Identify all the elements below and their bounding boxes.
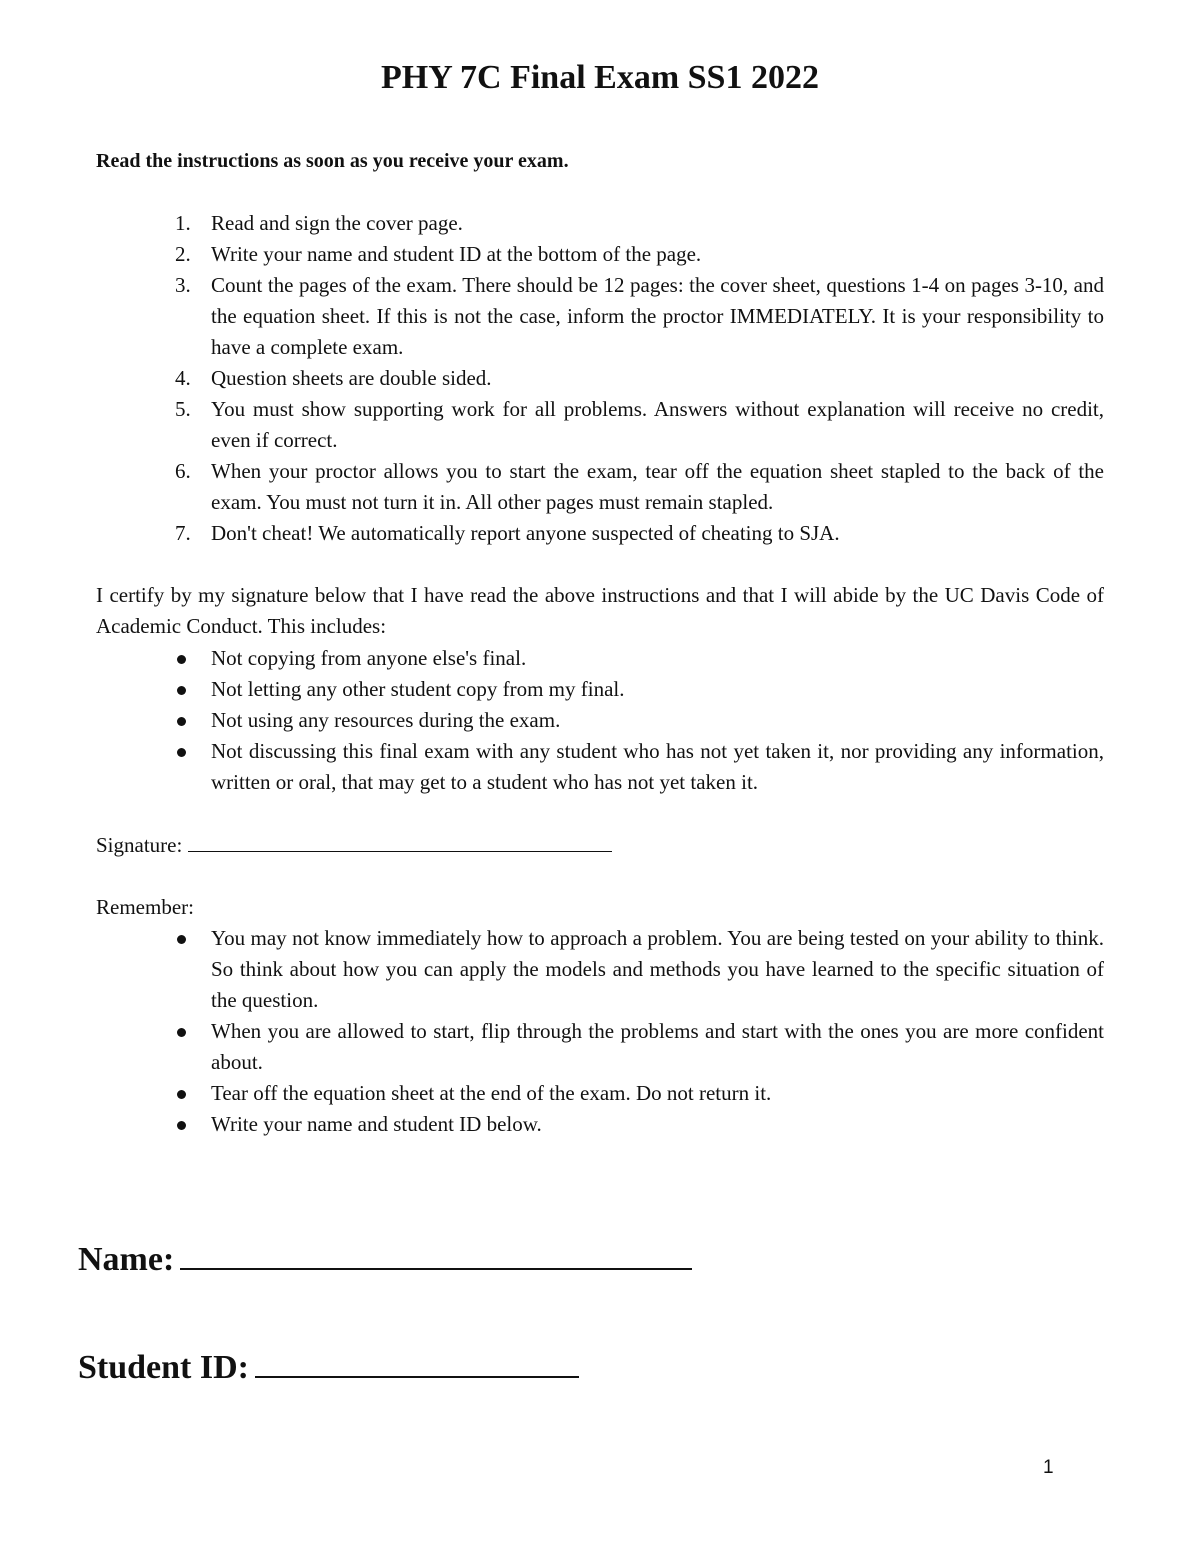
exam-title: PHY 7C Final Exam SS1 2022 — [381, 59, 819, 96]
name-row — [78, 1238, 692, 1280]
list-number: 5. — [175, 397, 191, 421]
list-item-text: You must show supporting work for all problems. Answers without explanation will receive no credit, even if correct. — [211, 397, 1104, 452]
certification-list — [96, 643, 1104, 798]
list-number: 4. — [175, 366, 191, 390]
list-item-text: Not copying from anyone else's final. — [211, 646, 527, 670]
bullet-icon — [177, 748, 186, 757]
list-item-text: Not using any resources during the exam. — [211, 708, 561, 732]
list-item — [96, 456, 1104, 518]
list-item — [96, 923, 1104, 1016]
list-item — [96, 518, 1104, 549]
bullet-icon — [177, 1028, 186, 1037]
student-id-field[interactable] — [255, 1346, 579, 1378]
bullet-icon — [177, 655, 186, 664]
list-item — [96, 736, 1104, 798]
remember-list — [96, 923, 1104, 1140]
list-item — [96, 363, 1104, 394]
list-item-text: Write your name and student ID below. — [211, 1112, 542, 1136]
signature-row — [96, 830, 612, 861]
list-item — [96, 1016, 1104, 1078]
list-number: 2. — [175, 242, 191, 266]
list-number: 6. — [175, 459, 191, 483]
list-item-text: Don't cheat! We automatically report anyone suspected of cheating to SJA. — [211, 521, 840, 545]
instructions-heading: Read the instructions as soon as you receive your exam. — [96, 150, 569, 172]
list-item-text: Question sheets are double sided. — [211, 366, 492, 390]
signature-label: Signature: — [96, 833, 183, 857]
list-item — [96, 674, 1104, 705]
list-item-text: Not letting any other student copy from my final. — [211, 677, 625, 701]
bullet-icon — [177, 717, 186, 726]
list-item-text: Not discussing this final exam with any student who has not yet taken it, nor providing any information, written or oral, that may get to a student who has not yet taken it. — [211, 739, 1104, 794]
certification-statement: I certify by my signature below that I have read the above instructions and that I will abide by the UC Davis Code of Academic Conduct. This includes: — [96, 583, 1104, 638]
list-item — [96, 239, 1104, 270]
student-id-row — [78, 1346, 579, 1388]
remember-heading: Remember: — [96, 895, 194, 919]
list-item — [96, 208, 1104, 239]
bullet-icon — [177, 1121, 186, 1130]
list-number: 1. — [175, 211, 191, 235]
list-item-text: Read and sign the cover page. — [211, 211, 463, 235]
name-field[interactable] — [180, 1238, 692, 1270]
list-item-text: Tear off the equation sheet at the end of the exam. Do not return it. — [211, 1081, 772, 1105]
bullet-icon — [177, 686, 186, 695]
list-number: 7. — [175, 521, 191, 545]
student-id-label: Student ID: — [78, 1349, 249, 1386]
list-item-text: You may not know immediately how to approach a problem. You are being tested on your ability to think. So think about how you can apply the models and methods you have learned to the specific situation of the question. — [211, 926, 1104, 1012]
name-label: Name: — [78, 1241, 175, 1278]
bullet-icon — [177, 1090, 186, 1099]
list-item-text: When your proctor allows you to start the exam, tear off the equation sheet stapled to the back of the exam. You must not turn it in. All other pages must remain stapled. — [211, 459, 1104, 514]
page-number: 1 — [1043, 1457, 1054, 1478]
list-item — [96, 270, 1104, 363]
list-item — [96, 1109, 1104, 1140]
list-item-text: Count the pages of the exam. There should be 12 pages: the cover sheet, questions 1-4 on pages 3-10, and the equation sheet. If this is not the case, inform the proctor IMMEDIATELY. It is your responsibility to have a complete exam. — [211, 273, 1104, 359]
instructions-list — [96, 208, 1104, 549]
signature-line[interactable] — [188, 831, 612, 852]
list-item — [96, 643, 1104, 674]
list-item — [96, 394, 1104, 456]
list-item-text: When you are allowed to start, flip through the problems and start with the ones you are more confident about. — [211, 1019, 1104, 1074]
list-item — [96, 705, 1104, 736]
list-item-text: Write your name and student ID at the bottom of the page. — [211, 242, 702, 266]
list-item — [96, 1078, 1104, 1109]
list-number: 3. — [175, 273, 191, 297]
bullet-icon — [177, 935, 186, 944]
